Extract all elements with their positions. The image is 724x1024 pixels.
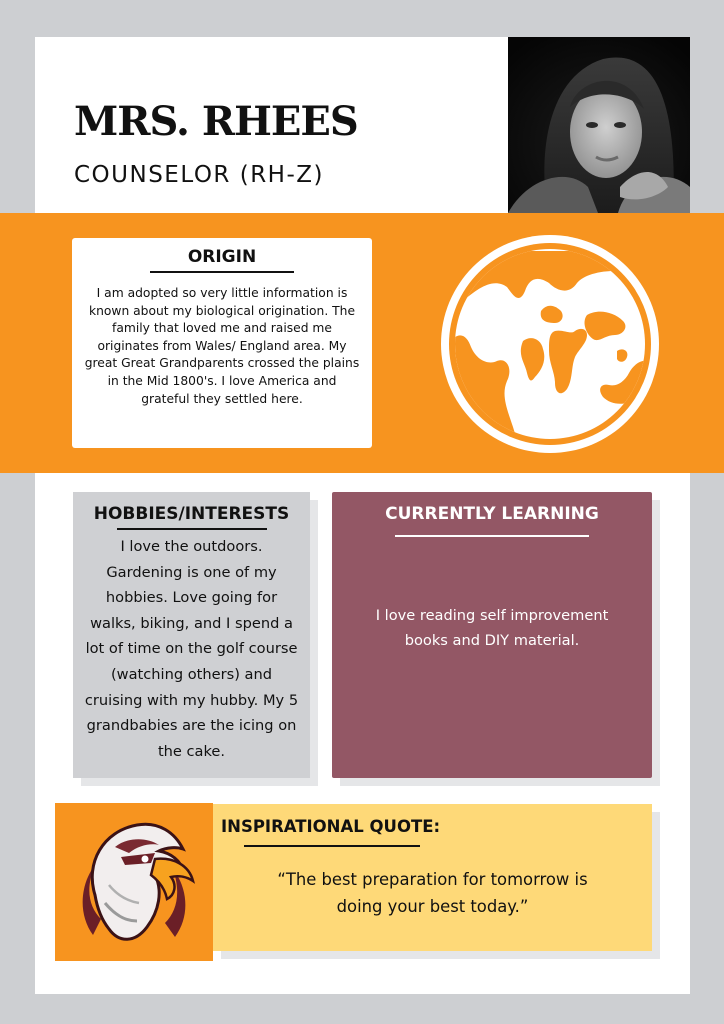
origin-text: I am adopted so very little information is known about my biological origination. The family that loved me and raised me originates from Wales/ England area. My great Great Grandparents crossed the plains in the Mid 1800's. I love America and grateful they settled here.: [84, 286, 360, 406]
origin-card: [72, 238, 372, 448]
quote-text: “The best preparation for tomorrow is doing your best today.”: [277, 870, 588, 916]
eagle-mascot-icon: [55, 803, 213, 961]
role-subtitle: COUNSELOR (RH-Z): [74, 162, 325, 188]
hobbies-text: I love the outdoors. Gardening is one of my hobbies. Love going for walks, biking, and I spend a lot of time on the golf course (watching others) and cruising with my hubby. My 5 grandbabies are the icing on the cake.: [84, 538, 299, 760]
quote-title-underline: [244, 845, 420, 847]
profile-photo: [508, 37, 690, 213]
quote-card: [213, 804, 652, 951]
hobbies-title: HOBBIES/INTERESTS: [93, 504, 290, 524]
mascot-box: [55, 803, 213, 961]
page-title: MRS. RHEES: [74, 98, 358, 145]
globe-icon: [437, 231, 663, 457]
portrait-image: [508, 37, 690, 213]
hobbies-card: [73, 492, 310, 778]
learning-text: I love reading self improvement books and DIY material.: [375, 607, 609, 649]
origin-title: ORIGIN: [187, 247, 257, 267]
learning-title: CURRENTLY LEARNING: [385, 504, 599, 524]
learning-card: [332, 492, 652, 778]
quote-title: INSPIRATIONAL QUOTE:: [221, 817, 441, 836]
